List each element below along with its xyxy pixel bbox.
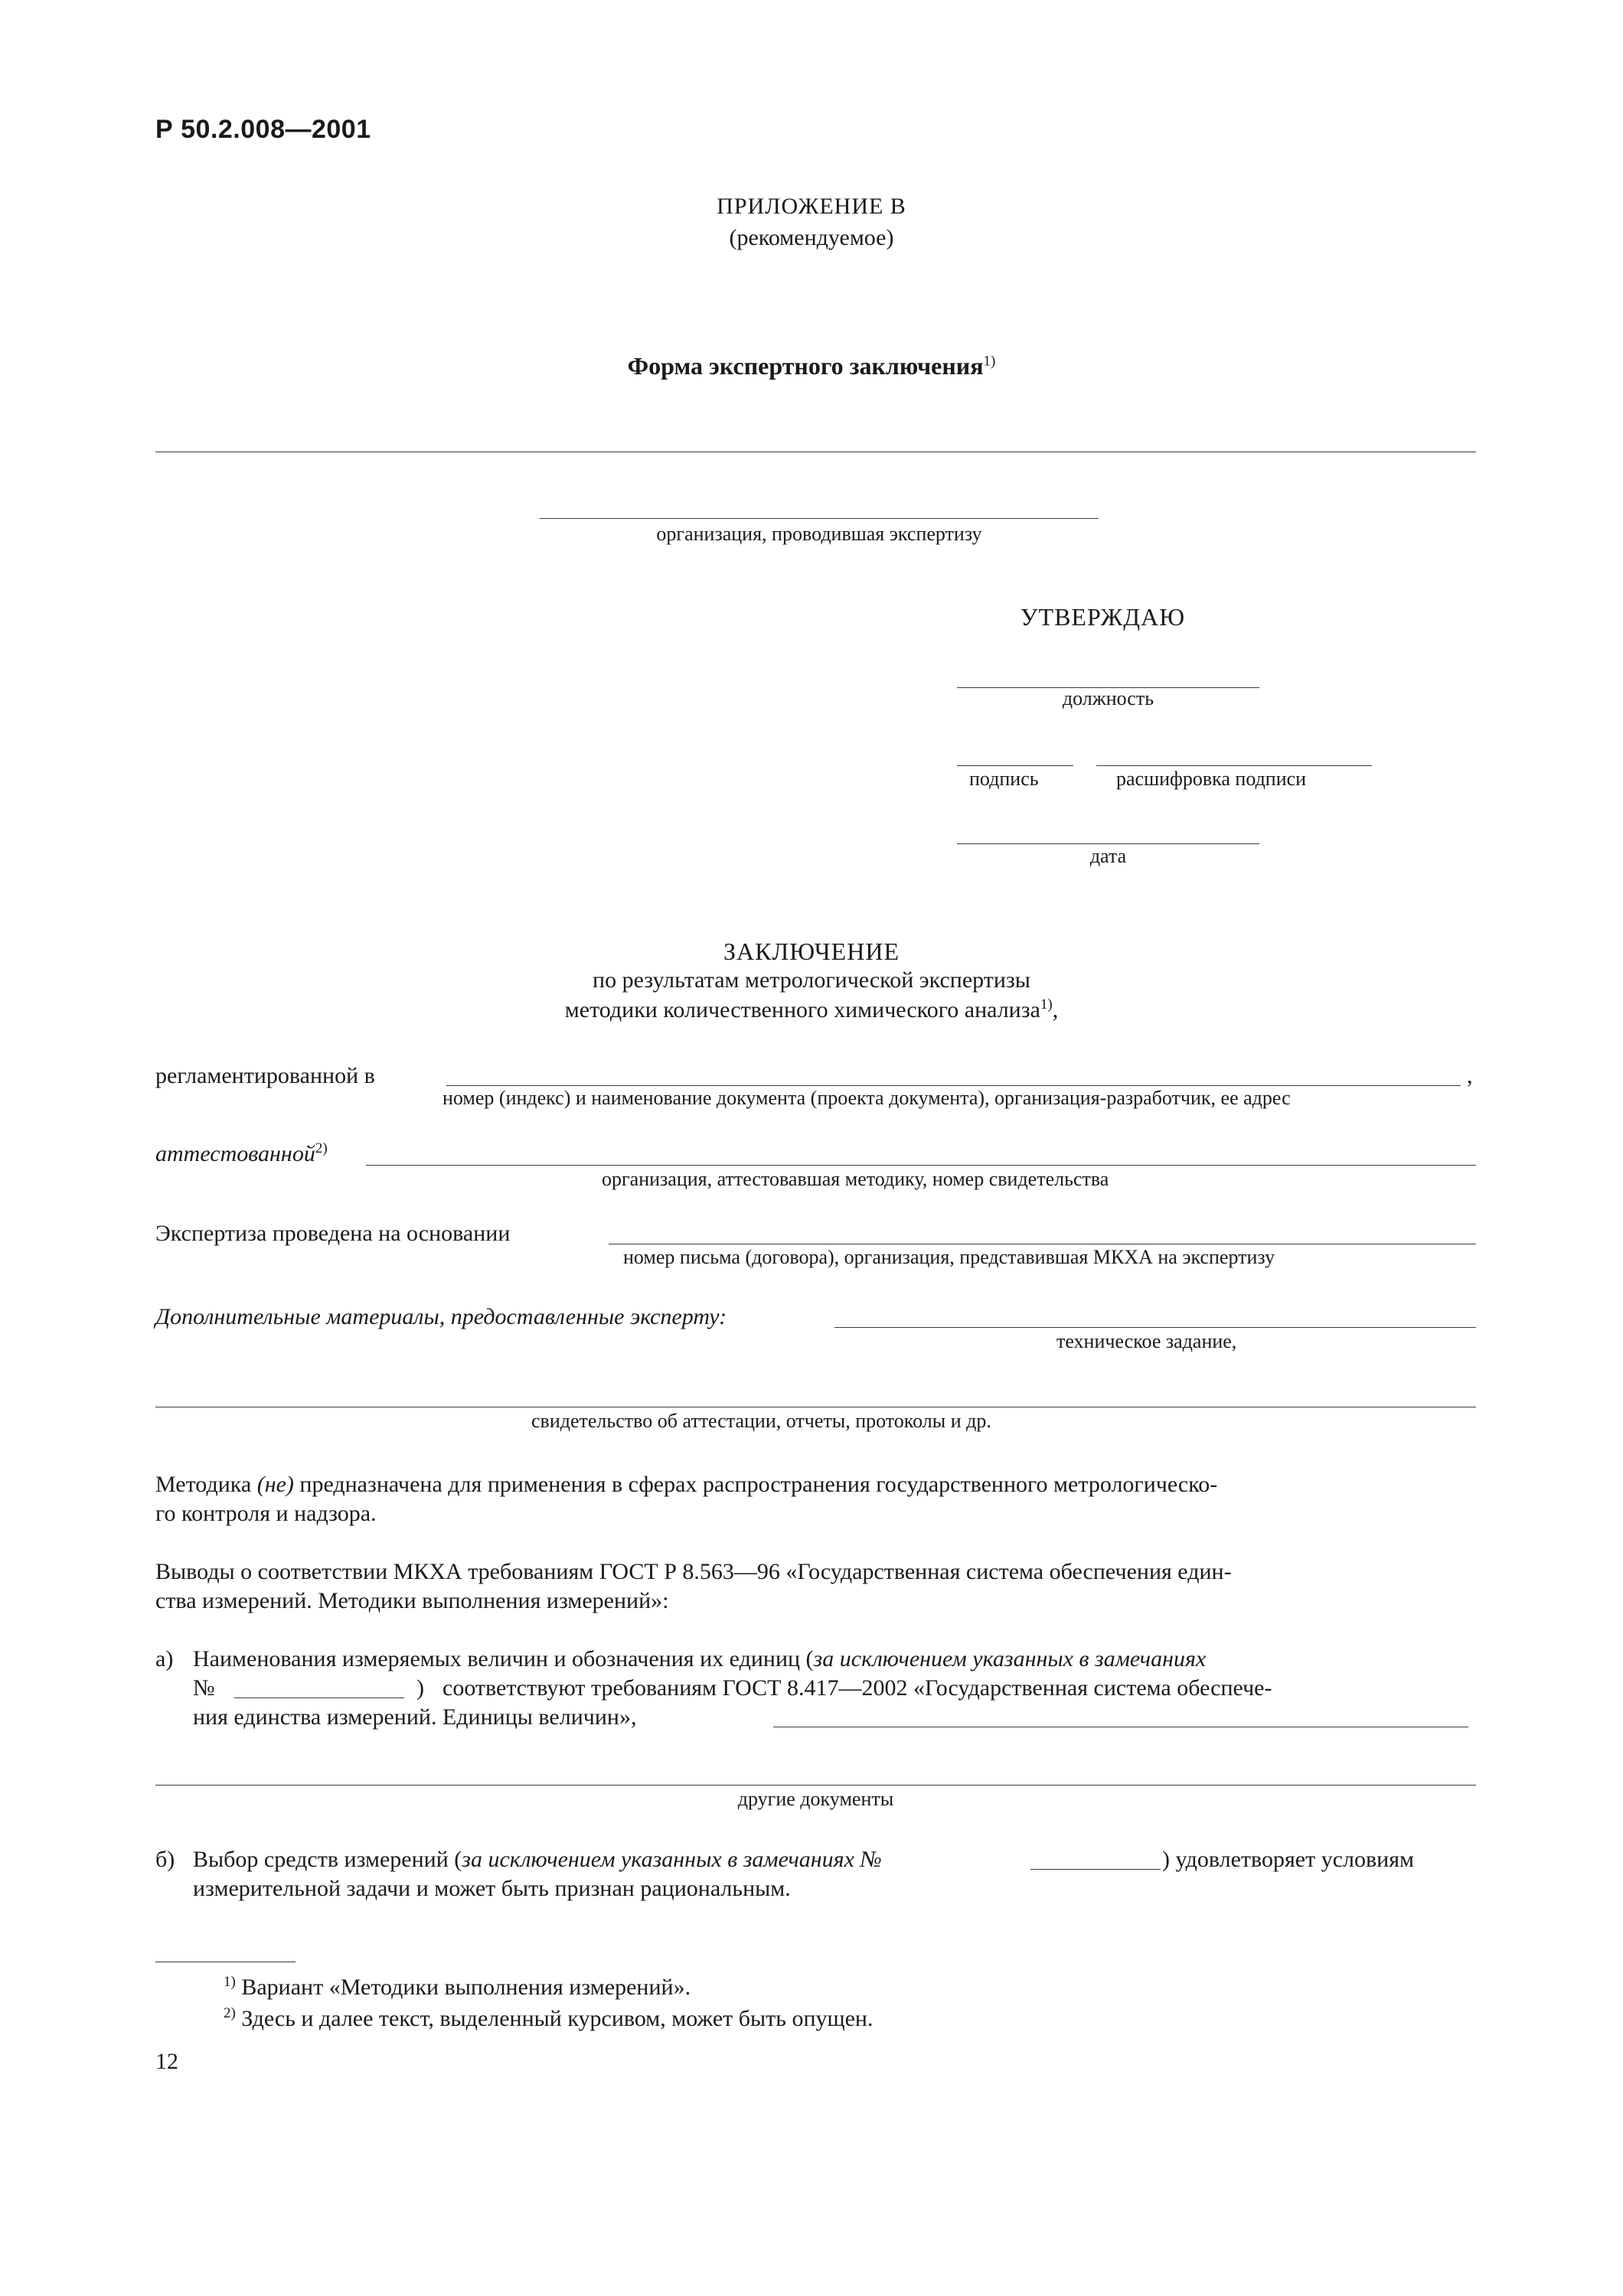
signature-decode-caption: расшифровка подписи [1116,768,1307,790]
item-a-line3: ния единства измерений. Единицы величин», [193,1704,637,1730]
form-title-footnote-mark: 1) [983,353,996,370]
signature-decode-line [1096,765,1372,766]
item-b-line1-a: Выбор средств измерений ( [193,1847,462,1872]
item-b-line1-b: за исключением указанных в замечаниях № [462,1847,882,1872]
form-title-text: Форма экспертного заключения [627,352,984,380]
para1-a: Методика [155,1472,257,1497]
basis-caption: номер письма (договора), организация, представившая МКХА на экспертизу [623,1246,1275,1268]
position-caption: должность [1062,687,1154,709]
item-b-line2: измерительной задачи и может быть признан рациональным. [193,1876,791,1901]
para1-b: (не) [256,1472,294,1497]
conclusion-line2-end: , [1052,997,1059,1022]
document-id: Р 50.2.008—2001 [155,115,371,144]
item-a-marker: а) [155,1646,174,1671]
regulated-label: регламентированной в [155,1063,375,1088]
org-caption: организация, проводившая экспертизу [656,523,982,545]
item-a-close-paren: ) [416,1675,424,1701]
date-caption: дата [1089,845,1127,867]
materials-label [155,1303,727,1331]
footnote-2-mark: 2) [224,2005,236,2021]
item-a-line1-a: Наименования измеряемых величин и обозначения их единиц ( [193,1646,814,1671]
org-line [540,518,1099,519]
para1-line2: го контроля и надзора. [155,1501,377,1526]
regulated-input-line[interactable] [446,1085,1461,1086]
item-b-line1-c: ) удовлетворяет условиям [1162,1847,1415,1872]
item-a-docs-line[interactable] [155,1785,1476,1786]
signature-line [957,765,1073,766]
footnote-1-text: Вариант «Методики выполнения измерений». [241,1975,691,2000]
attested-input-line[interactable] [366,1165,1476,1166]
appendix-subtitle: (рекомендуемое) [729,225,894,250]
conclusion-line2-text: методики количественного химического анализа [564,997,1040,1022]
attested-caption: организация, аттестовавшая методику, номер свидетельства [602,1168,1109,1190]
conclusion-line1: по результатам метрологической экспертизы [593,967,1030,993]
item-a-line1-b: за исключением указанных в замечаниях [813,1646,1207,1671]
conclusion-title: ЗАКЛЮЧЕНИЕ [723,938,900,965]
approve-title: УТВЕРЖДАЮ [1020,603,1186,631]
materials-caption1: техническое задание, [1056,1330,1237,1352]
regulated-caption: номер (индекс) и наименование документа (проекта документа), организация-разработчик, ее адрес [442,1087,1291,1109]
materials-input-line[interactable] [834,1327,1476,1328]
attested-label [155,1140,328,1168]
footnote-1-mark: 1) [224,1974,236,1990]
footnote-2 [224,2005,874,2033]
para1-line1 [155,1471,1476,1499]
signature-caption: подпись [969,768,1039,790]
item-b-number-line[interactable] [1030,1869,1161,1870]
attested-footnote-mark: 2) [315,1140,328,1156]
footnote-2-text: Здесь и далее текст, выделенный курсивом, может быть опущен. [241,2006,874,2031]
attested-label-text: аттестованной [155,1141,315,1166]
footnote-1 [224,1974,691,2001]
item-b-line1a [193,1846,882,1874]
regulated-end: , [1467,1063,1473,1088]
item-a-number-sign: № [193,1675,215,1701]
item-b-marker: б) [155,1847,175,1872]
conclusion-line2 [0,996,1623,1024]
para1-c: предназначена для применения в сферах распространения государственного метрологическо- [293,1472,1218,1497]
para2-line2: ства измерений. Методики выполнения измерений»: [155,1588,669,1613]
basis-label: Экспертиза проведена на основании [155,1221,511,1246]
item-a-caption: другие документы [737,1788,894,1810]
date-line [957,843,1259,844]
item-a-line1 [193,1645,1206,1673]
para2-line1: Выводы о соответствии МКХА требованиям ГОСТ Р 8.563—96 «Государственная система обеспечения един- [155,1559,1232,1584]
conclusion-footnote-mark: 1) [1040,996,1053,1013]
item-a-line2-text: соответствуют требованиям ГОСТ 8.417—2002 «Государственная система обеспече- [442,1675,1272,1701]
materials-caption2: свидетельство об аттестации, отчеты, протоколы и др. [531,1410,991,1432]
page-number: 12 [155,2049,178,2074]
appendix-title: ПРИЛОЖЕНИЕ В [717,194,906,219]
form-title [0,352,1623,380]
materials-label-text: Дополнительные материалы, предоставленные эксперту: [155,1304,727,1329]
